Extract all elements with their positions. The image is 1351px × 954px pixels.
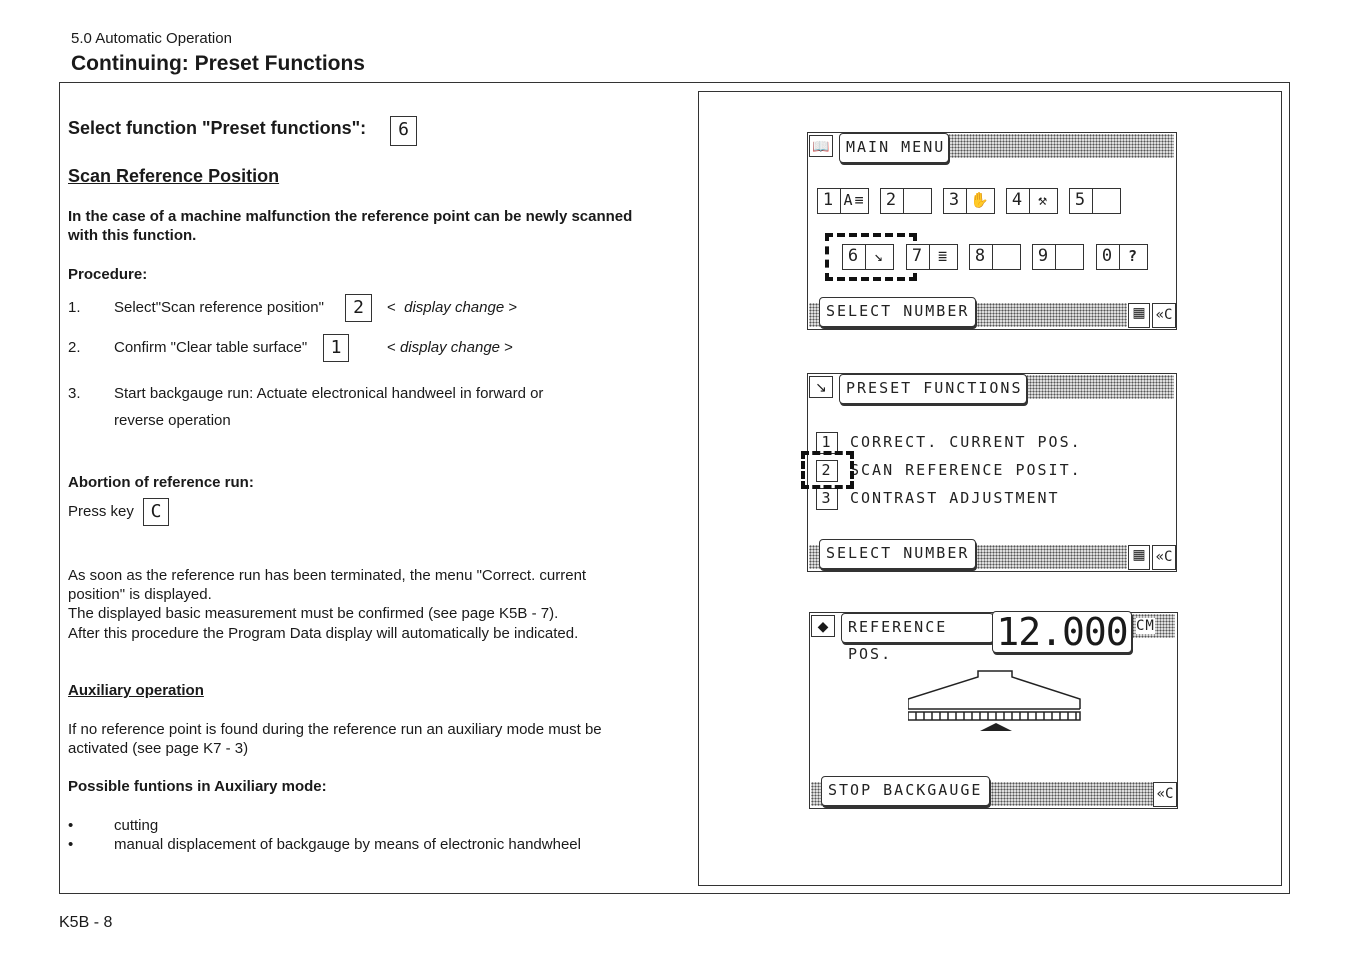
reference-value: 12.000 [992,611,1132,653]
preset-item-1[interactable] [816,431,1082,454]
step-2-num: 2. [68,339,81,356]
menu-key-4-num: 4 [1007,189,1030,213]
menu-key-3[interactable] [943,188,995,214]
preset-icon: ↘ [873,247,886,265]
key-1: 1 [323,334,349,362]
help-icon: ? [1127,247,1140,265]
menu-key-1[interactable] [817,188,869,214]
unit-label: CM [1136,618,1155,634]
select-function-label: Select function "Preset functions": [68,118,367,138]
menu-key-8-num: 8 [970,245,993,269]
backgauge-graphic [908,669,1082,741]
menu-key-8[interactable] [969,244,1021,270]
step-1-note: < display change > [387,299,518,316]
screens-panel [698,91,1282,886]
intro-text: In the case of a machine malfunction the reference point can be newly scanned with this function. [68,208,633,244]
aux-text: If no reference point is found during the reference run an auxiliary mode must be activated (see page K7 - 3) [68,721,602,757]
bullet-mark: • [68,817,74,834]
abortion-label: Abortion of reference run: [68,474,254,491]
menu-key-9[interactable] [1032,244,1084,270]
menu-key-7-num: 7 [907,245,930,269]
paragraph-result: As soon as the reference run has been terminated, the menu "Correct. current position" is displayed. [68,567,587,603]
page-number: K5B - 8 [59,914,113,931]
step-3-text-cont: reverse operation [114,412,231,429]
reference-screen [809,612,1178,809]
step-3-num: 3. [68,385,81,402]
menu-key-6-num: 6 [843,245,866,269]
preset-item-3-label: CONTRAST ADJUSTMENT [850,489,1060,507]
page-title: Continuing: Preset Functions [71,52,365,75]
program-icon: ≣ [937,247,950,265]
preset-item-2-num: 2 [816,460,838,482]
menu-key-2-num: 2 [881,189,904,213]
step-2-note-text: display change [399,339,501,356]
menu-key-2[interactable] [880,188,932,214]
menu-key-0[interactable] [1096,244,1148,270]
step-1-note-text: display change [404,299,505,316]
menu-key-7[interactable] [906,244,958,270]
reference-title: REFERENCE POS. [841,613,994,643]
back-clear-button[interactable]: «C [1152,303,1176,328]
step-2-note: < display change > [387,339,513,356]
az-icon: A≡ [843,191,866,209]
book-icon: 📖 [809,135,833,157]
preset-item-1-label: CORRECT. CURRENT POS. [850,433,1082,451]
preset-item-3[interactable] [816,487,1060,510]
preset-item-1-num: 1 [816,432,838,454]
main-menu-footer: SELECT NUMBER [819,297,976,327]
step-3-text: Start backgauge run: Actuate electronical handweel in forward or [114,385,544,402]
preset-title: PRESET FUNCTIONS [839,374,1027,404]
back-clear-button[interactable]: «C [1152,545,1176,570]
bullet-mark: • [68,836,74,853]
bullet-cutting: cutting [114,817,159,834]
menu-key-4[interactable] [1006,188,1058,214]
preset-item-2-label: SCAN REFERENCE POSIT. [850,461,1082,479]
key-2: 2 [345,294,372,322]
hand-icon: ✋ [970,191,991,209]
main-menu-screen [807,132,1177,330]
select-function-heading [68,118,366,139]
menu-key-9-num: 9 [1033,245,1056,269]
preset-item-2[interactable] [816,459,1082,482]
menu-key-3-num: 3 [944,189,967,213]
menu-key-1-num: 1 [818,189,841,213]
press-key-text: Press key [68,503,134,520]
procedure-label: Procedure: [68,266,148,283]
scan-heading: Scan Reference Position [68,166,280,186]
back-clear-button[interactable]: «C [1153,782,1177,807]
step-1-num: 1. [68,299,81,316]
main-menu-title: MAIN MENU [839,133,949,163]
keypad-icon: ▦ [1128,303,1150,328]
menu-key-5-num: 5 [1070,189,1093,213]
paragraph-program: After this procedure the Program Data display will automatically be indicated. [68,625,579,642]
aux-heading: Auxiliary operation [68,682,204,699]
menu-key-0-num: 0 [1097,245,1120,269]
preset-functions-screen [807,373,1177,572]
tools-icon: ⚒ [1037,191,1050,209]
paragraph-confirm: The displayed basic measurement must be confirmed (see page K5B - 7). [68,605,559,622]
key-c: C [143,498,169,526]
step-2-text: Confirm "Clear table surface" [114,339,308,356]
preset-item-3-num: 3 [816,488,838,510]
menu-key-6[interactable] [842,244,894,270]
bullet-manual: manual displacement of backgauge by means of electronic handwheel [114,836,581,853]
selection-highlight [801,451,854,489]
menu-key-5[interactable] [1069,188,1121,214]
backgauge-icon: ◆ [811,615,835,637]
section-label: 5.0 Automatic Operation [71,30,232,47]
stop-backgauge-button[interactable]: STOP BACKGAUGE [821,776,990,806]
preset-footer: SELECT NUMBER [819,539,976,569]
keypad-icon: ▦ [1128,545,1150,570]
key-6: 6 [390,116,417,146]
step-1-text: Select"Scan reference position" [114,299,324,316]
preset-icon: ↘ [809,376,833,398]
possible-label: Possible funtions in Auxiliary mode: [68,778,327,795]
